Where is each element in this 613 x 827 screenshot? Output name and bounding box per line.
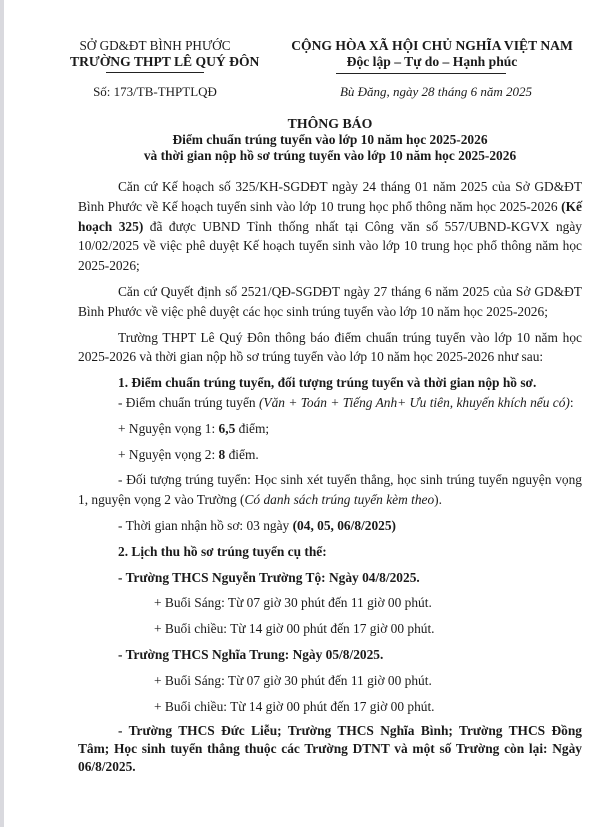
schedule-school-2: - Trường THCS Nghĩa Trung: Ngày 05/8/2025. [118, 646, 384, 662]
title-line-2: và thời gian nộp hồ sơ trúng tuyển vào lớp 10 năm học 2025-2026 [143, 148, 517, 163]
schedule-school-2-morning: + Buổi Sáng: Từ 07 giờ 30 phút đến 11 giờ 00 phút. [154, 672, 432, 688]
document-title [70, 116, 590, 164]
national-motto: Độc lập – Tự do – Hạnh phúc [346, 54, 518, 69]
document-number: Số: 173/TB-THPTLQĐ [93, 84, 217, 99]
header-right [272, 38, 592, 70]
submission-dates: (04, 05, 06/8/2025) [292, 517, 396, 533]
submission-period: - Thời gian nhận hồ sơ: 03 ngày (04, 05, 06/8/2025) [118, 517, 396, 533]
schedule-school-1: - Trường THCS Nguyễn Trường Tộ: Ngày 04/8/2025. [118, 569, 420, 585]
cutoff-description: - Điểm chuẩn trúng tuyển (Văn + Toán + Tiếng Anh+ Ưu tiên, khuyến khích nếu có): [118, 394, 574, 410]
agency-name: SỞ GD&ĐT BÌNH PHƯỚC [79, 38, 231, 53]
cutoff-formula: (Văn + Toán + Tiếng Anh+ Ưu tiên, khuyến khích nếu có) [258, 394, 570, 410]
cutoff-nv2: + Nguyện vọng 2: 8 điểm. [118, 446, 259, 462]
schedule-school-1-afternoon: + Buổi chiều: Từ 14 giờ 00 phút đến 17 giờ 00 phút. [154, 621, 435, 637]
schedule-other-schools: - Trường THCS Đức Liễu; Trường THCS Nghĩa Bình; Trường THCS Đồng Tâm; Học sinh tuyển thẳng thuộc các Trường DTNT và một số Trường còn lại: Ngày 06/8/2025. [78, 723, 582, 775]
schedule-school-2-afternoon: + Buổi chiều: Từ 14 giờ 00 phút đến 17 giờ 00 phút. [154, 698, 435, 714]
section-1-heading: 1. Điểm chuẩn trúng tuyển, đối tượng trúng tuyển và thời gian nộp hồ sơ. [118, 375, 537, 391]
section-2-heading: 2. Lịch thu hồ sơ trúng tuyển cụ thể: [118, 543, 327, 559]
eligible-list-note: Có danh sách trúng tuyển kèm theo [244, 492, 435, 508]
header-left [70, 38, 260, 70]
national-title: CỘNG HÒA XÃ HỘI CHỦ NGHĨA VIỆT NAM [291, 38, 573, 53]
cutoff-nv1: + Nguyện vọng 1: 6,5 điểm; [118, 420, 270, 436]
schedule-school-1-morning: + Buổi Sáng: Từ 07 giờ 30 phút đến 11 giờ 00 phút. [154, 595, 432, 611]
motto-underline [336, 73, 506, 74]
paragraph-legal-basis-2: Căn cứ Quyết định số 2521/QĐ-SGDĐT ngày 27 tháng 6 năm 2025 của Sở GD&ĐT Bình Phước về việc phê duyệt các học sinh trúng tuyển vào lớp 10 năm học 2025-2026; [78, 283, 582, 319]
title-line-1: Điểm chuẩn trúng tuyển vào lớp 10 năm học 2025-2026 [172, 132, 488, 147]
title-main: THÔNG BÁO [287, 116, 373, 131]
school-underline [106, 72, 204, 73]
paragraph-legal-basis-1: Căn cứ Kế hoạch số 325/KH-SGDĐT ngày 24 tháng 01 năm 2025 của Sở GD&ĐT Bình Phước về Kế hoạch tuyển sinh vào lớp 10 trung học phổ thông năm học 2025-2026 (Kế hoạch 325) đã được UBND Tỉnh thống nhất tại Công văn số 557/UBND-KGVX ngày 10/02/2025 về việc phê duyệt Kế hoạch tuyển sinh vào lớp 10 trung học phổ thông năm học 2025-2026; [78, 179, 582, 274]
plan-reference: (Kế hoạch 325) [78, 198, 582, 234]
paragraph-announcement: Trường THPT Lê Quý Đôn thông báo điểm chuẩn trúng tuyển vào lớp 10 năm học 2025-2026 và thời gian nộp hồ sơ trúng tuyển vào lớp 10 năm học 2025-2026 như sau: [78, 329, 582, 365]
nv2-score: 8 [218, 446, 226, 462]
eligible-students: - Đối tượng trúng tuyển: Học sinh xét tuyển thẳng, học sinh trúng tuyển nguyện vọng 1, nguyện vọng 2 vào Trường (Có danh sách trúng tuyển kèm theo). [78, 472, 582, 508]
document-body [78, 177, 582, 776]
school-name: TRƯỜNG THPT LÊ QUÝ ĐÔN [70, 54, 260, 69]
place-date: Bù Đăng, ngày 28 tháng 6 năm 2025 [339, 84, 533, 99]
nv1-score: 6,5 [218, 420, 236, 436]
